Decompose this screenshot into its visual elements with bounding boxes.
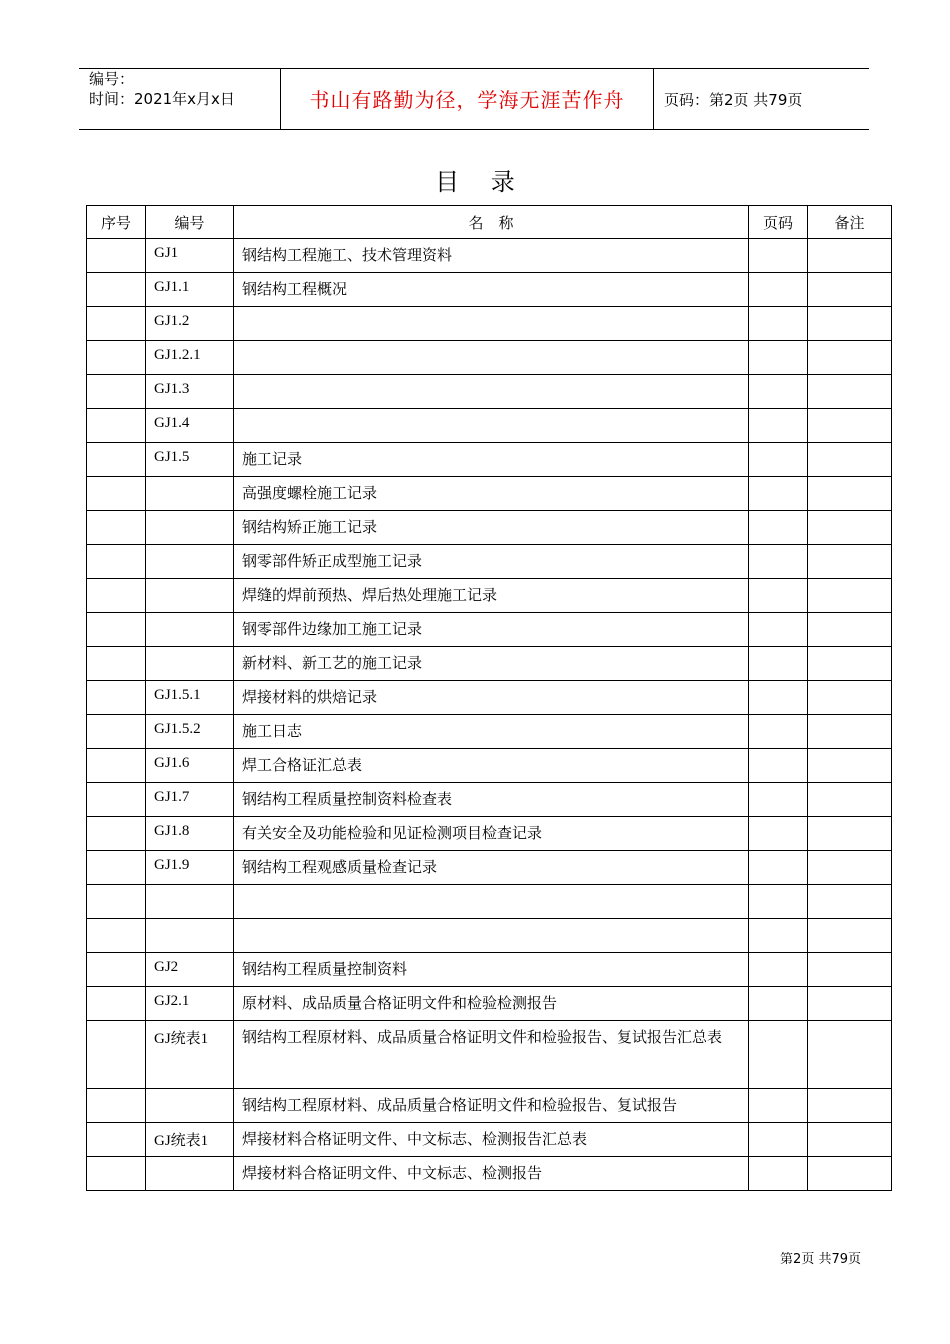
document-number: 编号：	[89, 70, 135, 88]
name-cell	[234, 681, 749, 715]
page-cell	[749, 885, 808, 919]
header-divider	[280, 68, 281, 130]
page-cell	[749, 307, 808, 341]
code-cell	[146, 443, 234, 477]
header-motto: 书山有路勤为径，学海无涯苦作舟	[309, 88, 625, 112]
name-cell-text: 施工日志	[242, 722, 303, 740]
note-cell	[808, 341, 892, 375]
page-cell	[749, 817, 808, 851]
page-cell	[749, 375, 808, 409]
column-header-seq: 序号	[87, 206, 146, 239]
code-cell-text: GJ统表1	[154, 1031, 209, 1047]
table-row	[87, 1157, 892, 1191]
table-row	[87, 307, 892, 341]
code-cell	[146, 851, 234, 885]
name-cell-text: 有关安全及功能检验和见证检测项目检查记录	[242, 824, 543, 842]
note-cell	[808, 987, 892, 1021]
code-cell	[146, 579, 234, 613]
column-header-note: 备注	[808, 206, 892, 239]
page-cell	[749, 511, 808, 545]
seq-cell	[87, 681, 146, 715]
name-cell	[234, 1123, 749, 1157]
name-cell-text	[234, 409, 748, 414]
table-row	[87, 715, 892, 749]
seq-cell	[87, 851, 146, 885]
code-cell	[146, 1157, 234, 1191]
page-cell	[749, 919, 808, 953]
table-row	[87, 545, 892, 579]
name-cell-text	[234, 919, 748, 924]
code-cell	[146, 681, 234, 715]
code-cell	[146, 715, 234, 749]
note-cell	[808, 579, 892, 613]
code-cell	[146, 511, 234, 545]
seq-cell	[87, 953, 146, 987]
name-cell	[234, 749, 749, 783]
name-cell	[234, 511, 749, 545]
code-cell	[146, 953, 234, 987]
page-cell	[749, 443, 808, 477]
note-cell	[808, 851, 892, 885]
name-cell	[234, 307, 749, 341]
header-divider	[653, 68, 654, 130]
note-cell	[808, 307, 892, 341]
seq-cell	[87, 511, 146, 545]
code-cell-text: GJ1	[154, 245, 179, 261]
note-cell	[808, 375, 892, 409]
note-cell	[808, 1021, 892, 1089]
page-cell	[749, 715, 808, 749]
name-cell	[234, 919, 749, 953]
seq-cell	[87, 1123, 146, 1157]
name-cell-text: 钢结构工程原材料、成品质量合格证明文件和检验报告、复试报告汇总表	[242, 1028, 723, 1046]
note-cell	[808, 613, 892, 647]
table-row	[87, 375, 892, 409]
name-cell	[234, 851, 749, 885]
table-row	[87, 511, 892, 545]
code-cell-text	[146, 647, 233, 653]
note-cell	[808, 749, 892, 783]
page-cell	[749, 579, 808, 613]
note-cell	[808, 273, 892, 307]
seq-cell	[87, 307, 146, 341]
note-cell	[808, 1123, 892, 1157]
code-cell-text: GJ1.5.1	[154, 687, 201, 703]
page-cell	[749, 239, 808, 273]
code-cell	[146, 1123, 234, 1157]
name-cell-text: 焊接材料合格证明文件、中文标志、检测报告	[242, 1164, 543, 1182]
code-cell-text: GJ1.5	[154, 449, 190, 465]
note-cell	[808, 409, 892, 443]
page-cell	[749, 749, 808, 783]
name-cell	[234, 477, 749, 511]
name-cell-text: 焊接材料合格证明文件、中文标志、检测报告汇总表	[242, 1130, 588, 1148]
code-cell	[146, 477, 234, 511]
name-cell	[234, 647, 749, 681]
name-cell	[234, 1021, 749, 1089]
name-cell-text: 施工记录	[242, 450, 303, 468]
page-cell	[749, 1089, 808, 1123]
code-cell	[146, 783, 234, 817]
name-cell-text: 钢结构矫正施工记录	[242, 518, 378, 536]
note-cell	[808, 647, 892, 681]
seq-cell	[87, 987, 146, 1021]
note-cell	[808, 885, 892, 919]
page-cell	[749, 613, 808, 647]
name-cell	[234, 1157, 749, 1191]
note-cell	[808, 715, 892, 749]
page-cell	[749, 1021, 808, 1089]
seq-cell	[87, 783, 146, 817]
seq-cell	[87, 1157, 146, 1191]
page-cell	[749, 545, 808, 579]
note-cell	[808, 239, 892, 273]
code-cell-text	[146, 919, 233, 925]
page-cell	[749, 681, 808, 715]
note-cell	[808, 1089, 892, 1123]
code-cell	[146, 545, 234, 579]
seq-cell	[87, 375, 146, 409]
name-cell	[234, 545, 749, 579]
table-row	[87, 681, 892, 715]
note-cell	[808, 545, 892, 579]
name-cell-text	[234, 307, 748, 312]
code-cell	[146, 885, 234, 919]
seq-cell	[87, 1021, 146, 1089]
table-row	[87, 579, 892, 613]
page-cell	[749, 1157, 808, 1191]
seq-cell	[87, 273, 146, 307]
name-cell	[234, 239, 749, 273]
code-cell-text	[146, 511, 233, 517]
name-cell	[234, 375, 749, 409]
name-cell	[234, 1089, 749, 1123]
code-cell-text	[146, 579, 233, 585]
table-row	[87, 851, 892, 885]
name-cell-text: 焊接材料的烘焙记录	[242, 688, 378, 706]
name-cell-text: 原材料、成品质量合格证明文件和检验检测报告	[242, 994, 558, 1012]
code-cell	[146, 307, 234, 341]
header-page-info: 页码：第2页 共79页	[664, 91, 803, 109]
page-cell	[749, 987, 808, 1021]
page-cell	[749, 953, 808, 987]
page-cell	[749, 341, 808, 375]
table-row	[87, 1089, 892, 1123]
table-row	[87, 273, 892, 307]
code-cell-text: GJ1.4	[154, 415, 190, 431]
code-cell	[146, 749, 234, 783]
name-cell	[234, 273, 749, 307]
code-cell-text: GJ统表1	[154, 1133, 209, 1149]
table-row	[87, 613, 892, 647]
name-cell-text: 焊缝的焊前预热、焊后热处理施工记录	[242, 586, 498, 604]
code-cell	[146, 613, 234, 647]
table-row	[87, 919, 892, 953]
table-row	[87, 953, 892, 987]
code-cell-text: GJ1.2.1	[154, 347, 201, 363]
code-cell-text	[146, 477, 233, 483]
name-cell	[234, 817, 749, 851]
name-cell	[234, 885, 749, 919]
table-row	[87, 1123, 892, 1157]
seq-cell	[87, 647, 146, 681]
page-cell	[749, 477, 808, 511]
name-cell	[234, 715, 749, 749]
column-header-page: 页码	[749, 206, 808, 239]
name-cell-text	[234, 341, 748, 346]
name-cell-text	[234, 375, 748, 380]
table-row	[87, 1021, 892, 1089]
code-cell-text	[146, 1157, 233, 1163]
seq-cell	[87, 239, 146, 273]
note-cell	[808, 511, 892, 545]
name-cell-text	[234, 885, 748, 890]
name-cell-text: 高强度螺栓施工记录	[242, 484, 378, 502]
seq-cell	[87, 341, 146, 375]
note-cell	[808, 817, 892, 851]
code-cell	[146, 409, 234, 443]
code-cell-text: GJ1.8	[154, 823, 190, 839]
header-bottom-rule	[79, 129, 869, 130]
name-cell-text: 钢结构工程观感质量检查记录	[242, 858, 438, 876]
document-time: 时间：2021年x月x日	[89, 90, 235, 108]
code-cell	[146, 647, 234, 681]
code-cell-text	[146, 545, 233, 551]
code-cell	[146, 817, 234, 851]
seq-cell	[87, 613, 146, 647]
name-cell	[234, 341, 749, 375]
code-cell	[146, 273, 234, 307]
page-title: 目 录	[435, 168, 527, 196]
table-row	[87, 341, 892, 375]
code-cell-text: GJ1.5.2	[154, 721, 201, 737]
note-cell	[808, 477, 892, 511]
name-cell	[234, 613, 749, 647]
code-cell-text: GJ2	[154, 959, 179, 975]
table-row	[87, 477, 892, 511]
table-row	[87, 443, 892, 477]
page-cell	[749, 409, 808, 443]
code-cell	[146, 1089, 234, 1123]
code-cell-text	[146, 613, 233, 619]
code-cell	[146, 375, 234, 409]
table-row	[87, 749, 892, 783]
column-header-code: 编号	[146, 206, 234, 239]
code-cell-text: GJ1.1	[154, 279, 190, 295]
name-cell-text: 钢结构工程质量控制资料检查表	[242, 790, 453, 808]
seq-cell	[87, 579, 146, 613]
name-cell	[234, 783, 749, 817]
page-cell	[749, 1123, 808, 1157]
seq-cell	[87, 715, 146, 749]
code-cell	[146, 239, 234, 273]
table-row	[87, 239, 892, 273]
note-cell	[808, 783, 892, 817]
seq-cell	[87, 749, 146, 783]
seq-cell	[87, 409, 146, 443]
seq-cell	[87, 443, 146, 477]
code-cell	[146, 341, 234, 375]
seq-cell	[87, 817, 146, 851]
name-cell-text: 钢结构工程概况	[242, 280, 348, 298]
table-row	[87, 409, 892, 443]
name-cell-text: 钢零部件边缘加工施工记录	[242, 620, 423, 638]
note-cell	[808, 919, 892, 953]
code-cell-text	[146, 885, 233, 891]
code-cell-text: GJ1.6	[154, 755, 190, 771]
code-cell-text	[146, 1089, 233, 1095]
table-row	[87, 647, 892, 681]
code-cell-text: GJ1.3	[154, 381, 190, 397]
note-cell	[808, 681, 892, 715]
code-cell	[146, 987, 234, 1021]
page-cell	[749, 273, 808, 307]
toc-body	[87, 239, 892, 1191]
toc-table	[86, 205, 892, 1191]
seq-cell	[87, 545, 146, 579]
name-cell	[234, 953, 749, 987]
seq-cell	[87, 885, 146, 919]
name-cell-text: 钢零部件矫正成型施工记录	[242, 552, 423, 570]
code-cell	[146, 1021, 234, 1089]
note-cell	[808, 953, 892, 987]
page-cell	[749, 647, 808, 681]
note-cell	[808, 1157, 892, 1191]
table-row	[87, 783, 892, 817]
column-header-name: 名 称	[234, 206, 749, 239]
table-row	[87, 817, 892, 851]
seq-cell	[87, 477, 146, 511]
code-cell-text: GJ1.7	[154, 789, 190, 805]
name-cell-text: 钢结构工程质量控制资料	[242, 960, 408, 978]
code-cell-text: GJ1.2	[154, 313, 190, 329]
name-cell	[234, 579, 749, 613]
page-cell	[749, 851, 808, 885]
seq-cell	[87, 1089, 146, 1123]
code-cell-text: GJ1.9	[154, 857, 190, 873]
name-cell	[234, 443, 749, 477]
page-footer: 第2页 共79页	[780, 1252, 861, 1267]
note-cell	[808, 443, 892, 477]
name-cell-text: 钢结构工程原材料、成品质量合格证明文件和检验报告、复试报告	[242, 1096, 678, 1114]
table-row	[87, 987, 892, 1021]
name-cell-text: 钢结构工程施工、技术管理资料	[242, 246, 453, 264]
seq-cell	[87, 919, 146, 953]
table-row	[87, 885, 892, 919]
name-cell-text: 焊工合格证汇总表	[242, 756, 363, 774]
name-cell	[234, 409, 749, 443]
code-cell-text: GJ2.1	[154, 993, 190, 1009]
name-cell-text: 新材料、新工艺的施工记录	[242, 654, 423, 672]
code-cell	[146, 919, 234, 953]
header-meta	[89, 69, 235, 109]
toc-header-row	[87, 206, 892, 239]
page-cell	[749, 783, 808, 817]
name-cell	[234, 987, 749, 1021]
